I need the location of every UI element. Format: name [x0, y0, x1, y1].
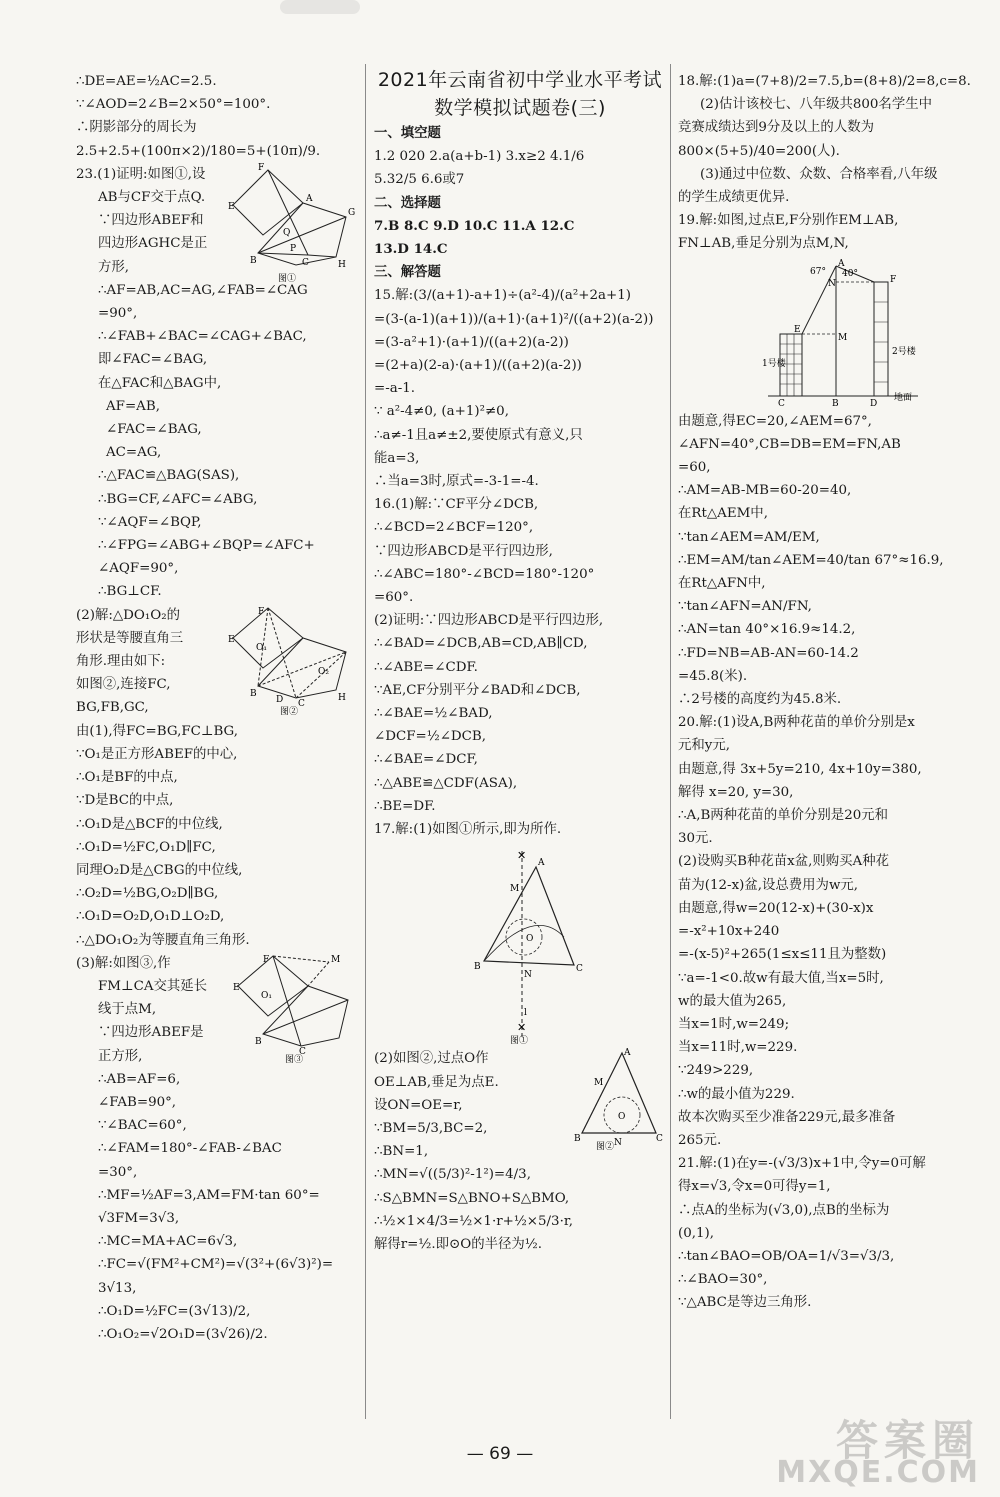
text-line: 15.解:(3/(a+1)-a+1)÷(a²-4)/(a²+2a+1) [374, 288, 631, 304]
text-line: 即∠FAC=∠BAG, [98, 352, 208, 368]
text-line: ∴O₁D=½FC,O₁D∥FC, [76, 839, 216, 855]
text-line: (2)如图②,过点O作 [374, 1051, 489, 1067]
text-line: ∴BG⊥CF. [98, 584, 162, 600]
text-line: 19.解:如图,过点E,F分别作EM⊥AB, [678, 213, 899, 229]
text-line: OE⊥AB,垂足为点E. [374, 1074, 499, 1090]
text-line: AC=AG, [106, 445, 162, 461]
text-line: 故本次购买至少准备229元,最多准备 [678, 1109, 896, 1125]
text-line: 1.2 020 2.a(a+b-1) 3.x≥2 4.1/6 [374, 149, 585, 165]
text-line: ∠AFN=40°,CB=DB=EM=FN,AB [678, 436, 901, 452]
text-line: ∴w的最小值为229. [678, 1086, 795, 1102]
figure-caption: 图① [510, 1036, 529, 1047]
text-line: ∠FAB=90°, [98, 1094, 177, 1110]
svg-text:O: O [618, 1112, 626, 1123]
watermark-logo: 答案圈 [835, 1416, 980, 1465]
text-line: (0,1), [678, 1225, 715, 1241]
text-line: 正方形, [98, 1048, 143, 1064]
text-line: ∵四边形ABEF和 [98, 213, 204, 229]
svg-text:B: B [832, 398, 839, 409]
text-line: ∴a≠-1且a≠±2,要使原式有意义,只 [374, 427, 583, 443]
svg-text:B: B [250, 688, 257, 699]
svg-text:D: D [276, 694, 284, 705]
text-line: 17.解:(1)如图①所示,即为所作. [374, 822, 562, 838]
text-line: ∴∠FAM=180°-∠FAB-∠BAC [98, 1141, 282, 1157]
text-line: 18.解:(1)a=(7+8)/2=7.5,b=(8+8)/2=8,c=8. [678, 74, 971, 89]
text-line: ∴FD=NB=AB-AN=60-14.2 [678, 645, 859, 661]
text-line: 解得 x=20, y=30, [678, 784, 794, 800]
text-line: 由(1),得FC=BG,FC⊥BG, [76, 723, 239, 739]
watermark-url: MXQE.COM [776, 1455, 980, 1490]
text-line: =(3-a²+1)·(a+1)/((a+2)(a-2)) [374, 334, 569, 350]
text-line: 同理O₂D是△CBG的中位线, [76, 862, 243, 878]
text-line: 2.5+2.5+(100π×2)/180=5+(10π)/9. [76, 143, 321, 159]
svg-text:M: M [594, 1078, 604, 1089]
text-line: ∵249>229, [678, 1063, 754, 1079]
column-middle [374, 66, 666, 1256]
text-line: (2)设购买B种花苗x盆,则购买A种花 [678, 854, 889, 870]
text-line: ∴∠ABE=∠CDF. [374, 659, 478, 675]
text-line: ∴∠BAO=30°, [678, 1272, 768, 1288]
text-line: 元和y元, [678, 738, 730, 754]
text-line: ∵tan∠AFN=AN/FN, [678, 599, 812, 615]
page-subtitle: 数学模拟试题卷(三) [434, 97, 606, 119]
svg-text:B: B [250, 255, 257, 266]
page-number: — 69 — [466, 1444, 534, 1464]
text-line: =60°. [374, 590, 414, 606]
text-line: 得x=√3,令x=0可得y=1, [678, 1179, 831, 1195]
text-line: ∴AN=tan 40°×16.9≈14.2, [678, 622, 856, 638]
column-divider-1 [365, 64, 366, 1419]
text-line: ∴当a=3时,原式=-3-1=-4. [374, 474, 539, 490]
text-line: (3)解:如图③,作 [76, 955, 171, 971]
text-line: ∴∠BAE=∠DCF, [374, 752, 478, 768]
figure-17-2 [574, 1048, 666, 1153]
text-line: ∴∠FPG=∠ABG+∠BQP=∠AFC+ [98, 538, 315, 554]
text-line: 当x=11时,w=229. [678, 1040, 798, 1056]
svg-text:C: C [576, 964, 583, 975]
text-line: ∴∠BAE=½∠BAD, [374, 706, 493, 722]
svg-text:E: E [228, 201, 235, 212]
text-line: ∴∠BCD=2∠BCF=120°, [374, 520, 534, 536]
text-line: =-(x-5)²+265(1≤x≤11且为整数) [678, 947, 887, 963]
text-line: (2)证明:∵四边形ABCD是平行四边形, [374, 613, 604, 629]
text-line: 800×(5+5)/40=200(人). [678, 143, 840, 159]
svg-text:E: E [794, 324, 801, 335]
text-line: ∴O₁D是△BCF的中位线, [76, 816, 223, 832]
text-line: ∴△FAC≌△BAG(SAS), [98, 468, 240, 484]
text-line: ∴MC=MA+AC=6√3, [98, 1234, 238, 1250]
text-line: ∵四边形ABEF是 [98, 1025, 204, 1041]
text-line: ∴BN=1, [374, 1144, 429, 1160]
text-line: ∴BG=CF,∠AFC=∠ABG, [98, 491, 258, 507]
text-line: ∴O₁是BF的中点, [76, 770, 178, 786]
column-left [76, 70, 358, 1346]
text-line: 265元. [678, 1132, 722, 1148]
text-line: ∵BM=5/3,BC=2, [374, 1120, 488, 1136]
text-line: 13.D 14.C [374, 241, 448, 258]
text-line: 由题意,得 3x+5y=210, 4x+10y=380, [678, 761, 922, 777]
svg-text:F: F [258, 606, 265, 617]
section-heading: 二、选择题 [374, 195, 441, 211]
text-line: 在Rt△AFN中, [678, 576, 766, 592]
text-line: ∴∠ABC=180°-∠BCD=180°-120° [374, 566, 595, 582]
text-line: 能a=3, [374, 450, 420, 466]
svg-text:B: B [255, 1036, 262, 1047]
text-line: ∵AE,CF分别平分∠BAD和∠DCB, [374, 682, 581, 698]
text-line: ∴O₂D=½BG,O₂D∥BG, [76, 886, 219, 902]
angle-label: 67° [810, 266, 826, 277]
text-line: ∴△ABE≌△CDF(ASA), [374, 775, 518, 791]
text-line: ∴AB=AF=6, [98, 1071, 181, 1087]
text-line: ∴A,B两种花苗的单价分别是20元和 [678, 808, 889, 824]
svg-text:F: F [258, 162, 265, 173]
text-line: 如图②,连接FC, [76, 677, 171, 693]
text-line: 苗为(12-x)盆,设总费用为w元, [678, 877, 859, 893]
svg-text:✕: ✕ [517, 1021, 527, 1035]
svg-text:A: A [838, 258, 845, 269]
text-line: 3√13, [98, 1280, 137, 1296]
text-line: ∴∠BAD=∠DCB,AB=CD,AB∥CD, [374, 636, 588, 652]
text-line: =(3-(a-1)(a+1))/(a+1)·(a+1)²/((a+2)(a-2)) [374, 311, 654, 327]
text-line: ∵D是BC的中点, [76, 793, 174, 809]
svg-text:F: F [890, 274, 897, 285]
text-line: 23.(1)证明:如图①,设 [76, 166, 206, 182]
text-line: 5.32/5 6.6或7 [374, 172, 465, 188]
svg-text:H: H [338, 692, 346, 703]
text-line: ∴BE=DF. [374, 798, 436, 814]
text-line: 7.B 8.C 9.D 10.C 11.A 12.C [374, 217, 575, 234]
text-line: FM⊥CA交其延长 [98, 978, 208, 994]
figure-23-3 [233, 954, 358, 1064]
text-line: 线于点M, [98, 1002, 157, 1018]
text-line: ∴DE=AE=½AC=2.5. [76, 74, 217, 89]
text-line: AB与CF交于点Q. [98, 190, 206, 206]
svg-text:H: H [338, 259, 346, 270]
svg-text:C: C [298, 698, 305, 709]
text-line: =45.8(米). [678, 668, 748, 684]
svg-text:P: P [290, 243, 297, 254]
text-line: =(2+a)(2-a)·(a+1)/((a+2)(a-2)) [374, 358, 582, 374]
text-line: 由题意,得w=20(12-x)+(30-x)x [678, 900, 874, 916]
building-label: 1号楼 [762, 358, 786, 369]
svg-text:M: M [838, 332, 848, 343]
angle-label: 40° [842, 268, 858, 279]
svg-text:A: A [538, 858, 545, 869]
text-line: BG,FB,GC, [76, 700, 149, 716]
text-line: =90°, [98, 306, 138, 322]
figure-19-buildings [678, 258, 970, 408]
ground-label: 地面 [894, 392, 913, 403]
text-line: ∠AQF=90°, [98, 561, 179, 577]
svg-text:A: A [624, 1048, 631, 1059]
text-line: ∴阴影部分的周长为 [76, 120, 197, 136]
text-line: =60, [678, 460, 711, 476]
text-line: 30元. [678, 831, 713, 847]
text-line: ∵tan∠AEM=AM/EM, [678, 529, 820, 545]
svg-text:C: C [656, 1134, 663, 1145]
text-line: =30°, [98, 1164, 138, 1180]
svg-text:B: B [474, 962, 481, 973]
scan-smudge [280, 0, 360, 14]
text-line: 设ON=OE=r, [374, 1097, 463, 1113]
section-heading: 三、解答题 [374, 265, 441, 281]
text-line: ∠DCF=½∠DCB, [374, 729, 486, 745]
text-line: ∴O₁O₂=√2O₁D=(3√26)/2. [98, 1326, 268, 1342]
text-line: ∴点A的坐标为(√3,0),点B的坐标为 [678, 1202, 890, 1218]
section-heading: 一、填空题 [374, 126, 441, 141]
text-line: √3FM=3√3, [98, 1210, 180, 1226]
svg-text:C: C [299, 1046, 306, 1057]
text-line: ∴MF=½AF=3,AM=FM·tan 60°= [98, 1187, 320, 1203]
text-line: 在Rt△AEM中, [678, 506, 768, 522]
text-line: ∵ a²-4≠0, (a+1)²≠0, [374, 404, 509, 420]
text-line: w的最大值为265, [678, 993, 787, 1009]
svg-text:E: E [228, 634, 235, 645]
text-line: (3)通过中位数、众数、合格率看,八年级 [700, 166, 938, 182]
text-line: ∴∠FAB+∠BAC=∠CAG+∠BAC, [98, 329, 307, 345]
text-line: ∵∠AQF=∠BQP, [98, 514, 202, 530]
svg-text:M: M [331, 954, 341, 965]
svg-text:C: C [302, 257, 309, 268]
text-line: =-a-1. [374, 381, 416, 397]
figure-caption: 图③ [285, 1054, 304, 1065]
text-line: 形状是等腰直角三 [76, 630, 184, 646]
svg-text:B: B [574, 1134, 581, 1145]
svg-text:O₂: O₂ [318, 666, 329, 677]
svg-text:O: O [526, 934, 534, 945]
text-line: 21.解:(1)在y=-(√3/3)x+1中,令y=0可解 [678, 1156, 926, 1172]
column-divider-2 [670, 64, 671, 1419]
figure-23-1 [228, 162, 358, 285]
text-line: ∴O₁D=O₂D,O₁D⊥O₂D, [76, 909, 225, 925]
text-line: ∵△ABC是等边三角形. [678, 1295, 812, 1311]
svg-text:M: M [510, 884, 520, 895]
svg-text:F: F [263, 954, 270, 965]
text-line: 20.解:(1)设A,B两种花苗的单价分别是x [678, 715, 915, 731]
svg-text:l: l [524, 1008, 527, 1019]
page-number-value: 69 [489, 1444, 511, 1464]
text-line: 由题意,得EC=20,∠AEM=67°, [678, 413, 872, 429]
text-line: 解得r=½.即⊙O的半径为½. [374, 1236, 543, 1252]
text-line: 16.(1)解:∵CF平分∠DCB, [374, 497, 539, 513]
svg-text:N: N [828, 278, 836, 289]
text-line: 在△FAC和△BAG中, [98, 375, 222, 391]
svg-text:G: G [348, 207, 356, 218]
text-line: 当x=1时,w=249; [678, 1016, 790, 1032]
text-line: (2)估计该校七、八年级共800名学生中 [700, 97, 932, 113]
text-line: ∴△DO₁O₂为等腰直角三角形. [76, 932, 250, 948]
text-line: 方形, [98, 259, 130, 275]
text-line: ∵a=-1<0.故w有最大值,当x=5时, [678, 970, 884, 986]
text-line: ∴AM=AB-MB=60-20=40, [678, 483, 852, 499]
text-line: FN⊥AB,垂足分别为点M,N, [678, 236, 849, 252]
page-title: 2021年云南省初中学业水平考试 [377, 69, 663, 91]
building-label: 2号楼 [892, 346, 916, 357]
text-line: AF=AB, [106, 398, 160, 414]
text-line: ∴O₁D=½FC=(3√13)/2, [98, 1303, 251, 1319]
text-line: ∴EM=AM/tan∠AEM=40/tan 67°≈16.9, [678, 552, 944, 568]
text-line: ∴AF=AB,AC=AG,∠FAB=∠CAG [98, 282, 308, 298]
text-line: 四边形AGHC是正 [98, 236, 208, 252]
svg-text:E: E [233, 982, 240, 993]
svg-text:O₁: O₁ [256, 642, 267, 653]
svg-text:O₁: O₁ [261, 990, 272, 1001]
svg-text:✕: ✕ [517, 849, 527, 863]
text-line: ∴FC=√(FM²+CM²)=√(3²+(6√3)²)= [98, 1257, 334, 1273]
svg-text:A: A [306, 193, 313, 204]
svg-text:C: C [778, 398, 785, 409]
svg-text:N: N [524, 970, 532, 981]
text-line: ∵O₁是正方形ABEF的中心, [76, 746, 238, 762]
svg-text:Q: Q [283, 227, 291, 238]
text-line: 的学生成绩更优异. [678, 190, 790, 206]
text-line: ∠FAC=∠BAG, [106, 422, 202, 438]
text-line: ∴2号楼的高度约为45.8米. [678, 692, 842, 708]
figure-caption: 图① [278, 273, 297, 284]
text-line: ∴MN=√((5/3)²-1²)=4/3, [374, 1167, 531, 1183]
text-line: ∵∠AOD=2∠B=2×50°=100°. [76, 97, 271, 113]
text-line: ∴tan∠BAO=OB/OA=1/√3=√3/3, [678, 1248, 895, 1264]
figure-17-1 [374, 845, 666, 1045]
figure-23-2 [228, 606, 358, 716]
figure-caption: 图② [596, 1142, 615, 1153]
text-line: ∴S△BMN=S△BNO+S△BMO, [374, 1190, 570, 1206]
text-line: ∵四边形ABCD是平行四边形, [374, 543, 553, 559]
text-line: 角形.理由如下: [76, 654, 166, 670]
text-line: (2)解:△DO₁O₂的 [76, 607, 180, 623]
figure-caption: 图② [280, 706, 299, 717]
svg-text:N: N [614, 1138, 622, 1149]
column-right [678, 70, 970, 1315]
text-line: ∵∠BAC=60°, [98, 1118, 187, 1134]
text-line: ∴½×1×4/3=½×1·r+½×5/3·r, [374, 1213, 574, 1229]
text-line: 竞赛成绩达到9分及以上的人数为 [678, 120, 874, 136]
text-line: =-x²+10x+240 [678, 924, 780, 940]
svg-text:D: D [870, 398, 878, 409]
